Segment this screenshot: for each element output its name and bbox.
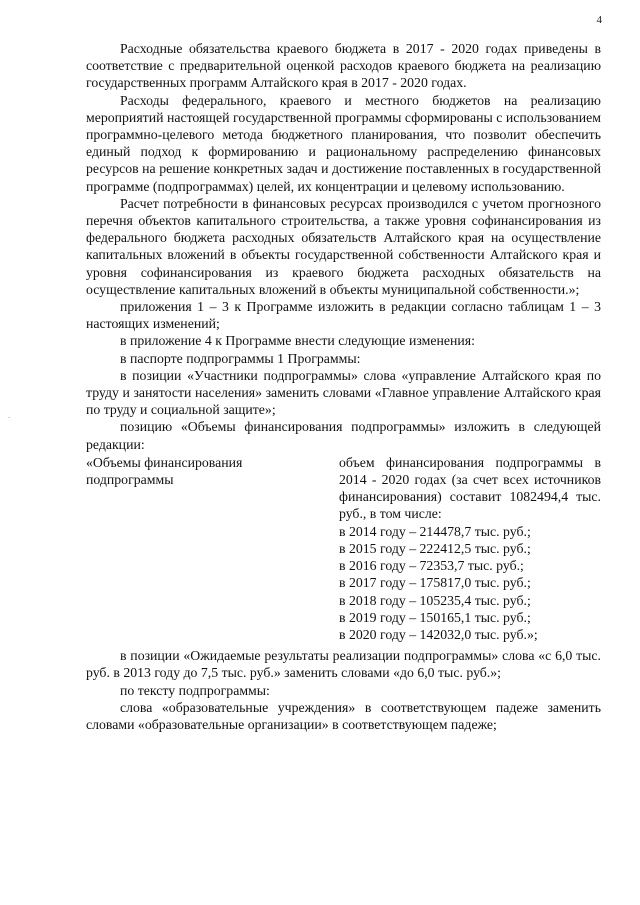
paragraph-financial-needs: Расчет потребности в финансовых ресурсах производился с учетом прогнозного перечня объектов капитального строительства, а также уровня софинансирования из федерального бюджета расходных обязательств Алтайского края на осуществление капитальных вложений в объекты государственной собственности Алтайского края и уровня софинансирования из краевого бюджета расходных обязательств на осуществление капитальных вложений в объекты муниципальной собственности.»; [86, 195, 601, 297]
paragraph-educational-orgs: слова «образовательные учреждения» в соответствующем падеже заменить словами «образовательные организации» в соответствующем падеже; [86, 699, 601, 732]
paragraph-budget-expenses: Расходы федерального, краевого и местного бюджетов на реализацию мероприятий настоящей государственной программы сформированы с использованием программно-целевого метода бюджетного планирования, что позволит обеспечить единый подход к формированию и рациональному распределению финансовых ресурсов на решение конкретных задач и достижение поставленных в государственной программе (подпрограммах) целей, их концентрации и целевому использованию. [86, 92, 601, 194]
funding-description: объем финансирования подпрограммы в 2014 - 2020 годах (за счет всех источников финансирования) составит 1082494,4 тыс. руб., в том числе: [339, 454, 601, 522]
paragraph-budget-obligations: Расходные обязательства краевого бюджета в 2017 - 2020 годах приведены в соответствие с предварительной оценкой расходов краевого бюджета на реализацию государственных программ Алтайского края в 2017 - 2020 годах. [86, 41, 601, 91]
funding-year-2014: в 2014 году – 214478,7 тыс. руб.; [339, 523, 531, 539]
paragraph-expected-results: в позиции «Ожидаемые результаты реализации подпрограммы» слова «с 6,0 тыс. руб. в 2013 году до 7,5 тыс. руб.» заменить словами «до 6,0 тыс. руб.»; [86, 648, 601, 681]
margin-mark: . [8, 410, 11, 420]
funding-table [86, 454, 601, 643]
funding-year-2019: в 2019 году – 150165,1 тыс. руб.; [339, 609, 531, 625]
funding-year-2015: в 2015 году – 222412,5 тыс. руб.; [339, 540, 531, 556]
paragraph-appendix-4: в приложение 4 к Программе внести следующие изменения: [120, 333, 475, 349]
funding-year-2018: в 2018 году – 105235,4 тыс. руб.; [339, 592, 531, 608]
funding-details [339, 454, 601, 643]
funding-year-2016: в 2016 году – 72353,7 тыс. руб.; [339, 558, 524, 574]
funding-year-2017: в 2017 году – 175817,0 тыс. руб.; [339, 575, 531, 591]
page-number: 4 [596, 14, 602, 26]
paragraph-funding-position: позицию «Объемы финансирования подпрограммы» изложить в следующей редакции: [86, 419, 601, 452]
funding-label: «Объемы финансирования подпрограммы [86, 454, 243, 488]
paragraph-appendices-1-3: приложения 1 – 3 к Программе изложить в редакции согласно таблицам 1 – 3 настоящих изменений; [86, 299, 601, 332]
document-body [86, 40, 601, 733]
paragraph-subprogram-passport: в паспорте подпрограммы 1 Программы: [120, 350, 361, 366]
paragraph-participants: в позиции «Участники подпрограммы» слова «управление Алтайского края по труду и занятости населения» заменить словами «Главное управление Алтайского края по труду и социальной защите»; [86, 367, 601, 418]
paragraph-subprogram-text: по тексту подпрограммы: [120, 682, 270, 698]
funding-year-2020: в 2020 году – 142032,0 тыс. руб.»; [339, 626, 538, 642]
